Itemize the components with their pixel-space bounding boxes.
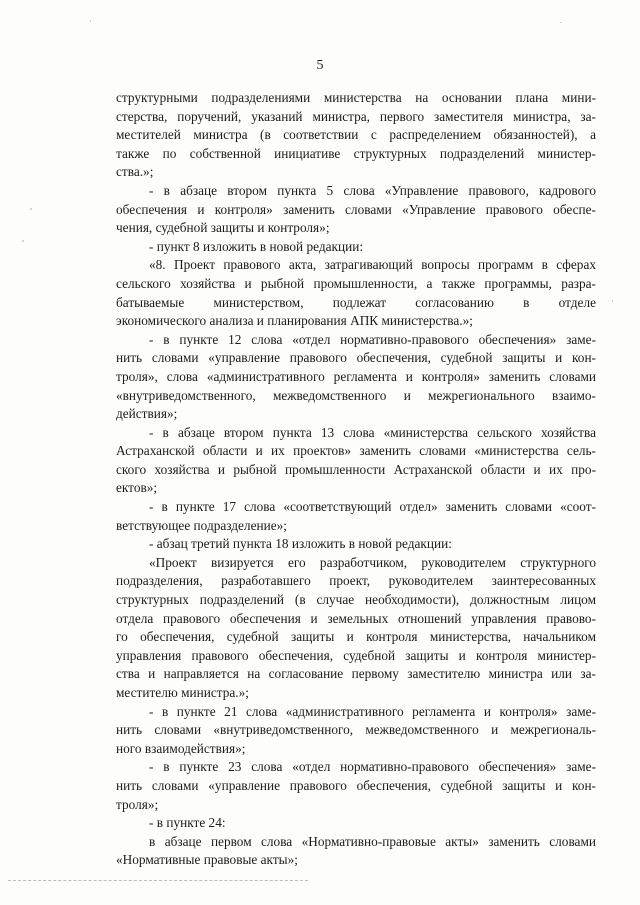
text-line: ветствующее подразделение»;: [116, 517, 287, 533]
text-line: батываемые министерством, подлежат согласованию в отделе: [116, 294, 596, 310]
text-line: в абзаце первом слова «Нормативно-правовые акты» заменить словами: [149, 833, 596, 849]
text-line: сельского хозяйства и рыбной промышленности, а также программы, разра-: [116, 275, 596, 291]
text-line: - в абзаце втором пункта 13 слова «министерства сельского хозяйства: [149, 424, 596, 440]
text-line: экономического анализа и планирования АПК министерства.»;: [116, 313, 473, 329]
text-line: троля», слова «административного регламента и контроля» заменить словами: [116, 368, 596, 384]
text-line: - абзац третий пункта 18 изложить в новой редакции:: [149, 536, 452, 552]
text-line: «8. Проект правового акта, затрагивающий вопросы программ в сферах: [149, 257, 596, 273]
text-line: ектов»;: [116, 480, 158, 496]
text-line: ского хозяйства и рыбной промышленности Астраханской области и их про-: [116, 461, 596, 477]
text-line: - в пункте 21 слова «административного регламента и контроля» заме-: [149, 703, 596, 719]
text-line: нить словами «внутриведомственного, межведомственного и межрегиональ-: [116, 722, 596, 738]
scan-edge-line: [8, 880, 308, 881]
scan-speck: [90, 20, 91, 22]
page-number: 5: [316, 58, 324, 73]
text-line: подразделения, разработавшего проект, руководителем заинтересованных: [116, 573, 596, 589]
text-line: нить словами «управление правового обеспечения, судебной защиты и кон-: [116, 350, 596, 366]
text-line: «Проект визируется его разработчиком, руководителем структурного: [149, 554, 596, 570]
text-line: нить словами «управление правового обеспечения, судебной защиты и кон-: [116, 777, 596, 793]
text-line: действия»;: [116, 406, 178, 422]
scan-speck: [560, 22, 562, 23]
text-line: местителей министра (в соответствии с распределением обязанностей), а: [116, 127, 596, 143]
text-line: управления правового обеспечения, судебной защиты и контроля министер-: [116, 647, 596, 663]
scan-speck: [22, 240, 24, 242]
scan-speck: [612, 300, 613, 302]
text-line: «внутриведомственного, межведомственного и межрегионального взаимо-: [116, 387, 596, 403]
text-line: - в пункте 23 слова «отдел нормативно-правового обеспечения» заме-: [149, 759, 596, 775]
text-line: - в пункте 17 слова «соответствующий отдел» заменить словами «соот-: [149, 499, 596, 515]
text-line: чения, судебной защиты и контроля»;: [116, 220, 330, 236]
text-line: стерства, поручений, указаний министра, первого заместителя министра, за-: [116, 108, 596, 124]
text-line: обеспечения и контроля» заменить словами «Управление правового обеспе-: [116, 201, 596, 217]
text-line: ства и направляется на согласование первому заместителю министра или за-: [116, 666, 596, 682]
document-body: [116, 89, 596, 870]
text-line: - в пункте 24:: [149, 815, 226, 831]
text-line: - в абзаце втором пункта 5 слова «Управление правового, кадрового: [149, 182, 596, 198]
text-line: - в пункте 12 слова «отдел нормативно-правового обеспечения» заме-: [149, 331, 596, 347]
text-line: - пункт 8 изложить в новой редакции:: [149, 238, 364, 254]
scan-speck: [30, 208, 32, 210]
text-line: троля»;: [116, 796, 159, 812]
text-line: ства.»;: [116, 164, 154, 180]
text-line: го обеспечения, судебной защиты и контроля министерства, начальником: [116, 629, 596, 645]
text-line: ного взаимодействия»;: [116, 740, 246, 756]
text-line: отдела правового обеспечения и земельных отношений управления правово-: [116, 610, 596, 626]
text-line: «Нормативные правовые акты»;: [116, 852, 298, 868]
text-line: также по собственной инициативе структурных подразделений министер-: [116, 145, 596, 161]
text-line: структурных подразделений (в случае необходимости), должностным лицом: [116, 592, 596, 608]
text-line: местителю министра.»;: [116, 685, 249, 700]
text-line: структурными подразделениями министерства на основании плана мини-: [116, 90, 596, 105]
text-line: Астраханской области и их проектов» заменить словами «министерства сель-: [116, 443, 596, 459]
